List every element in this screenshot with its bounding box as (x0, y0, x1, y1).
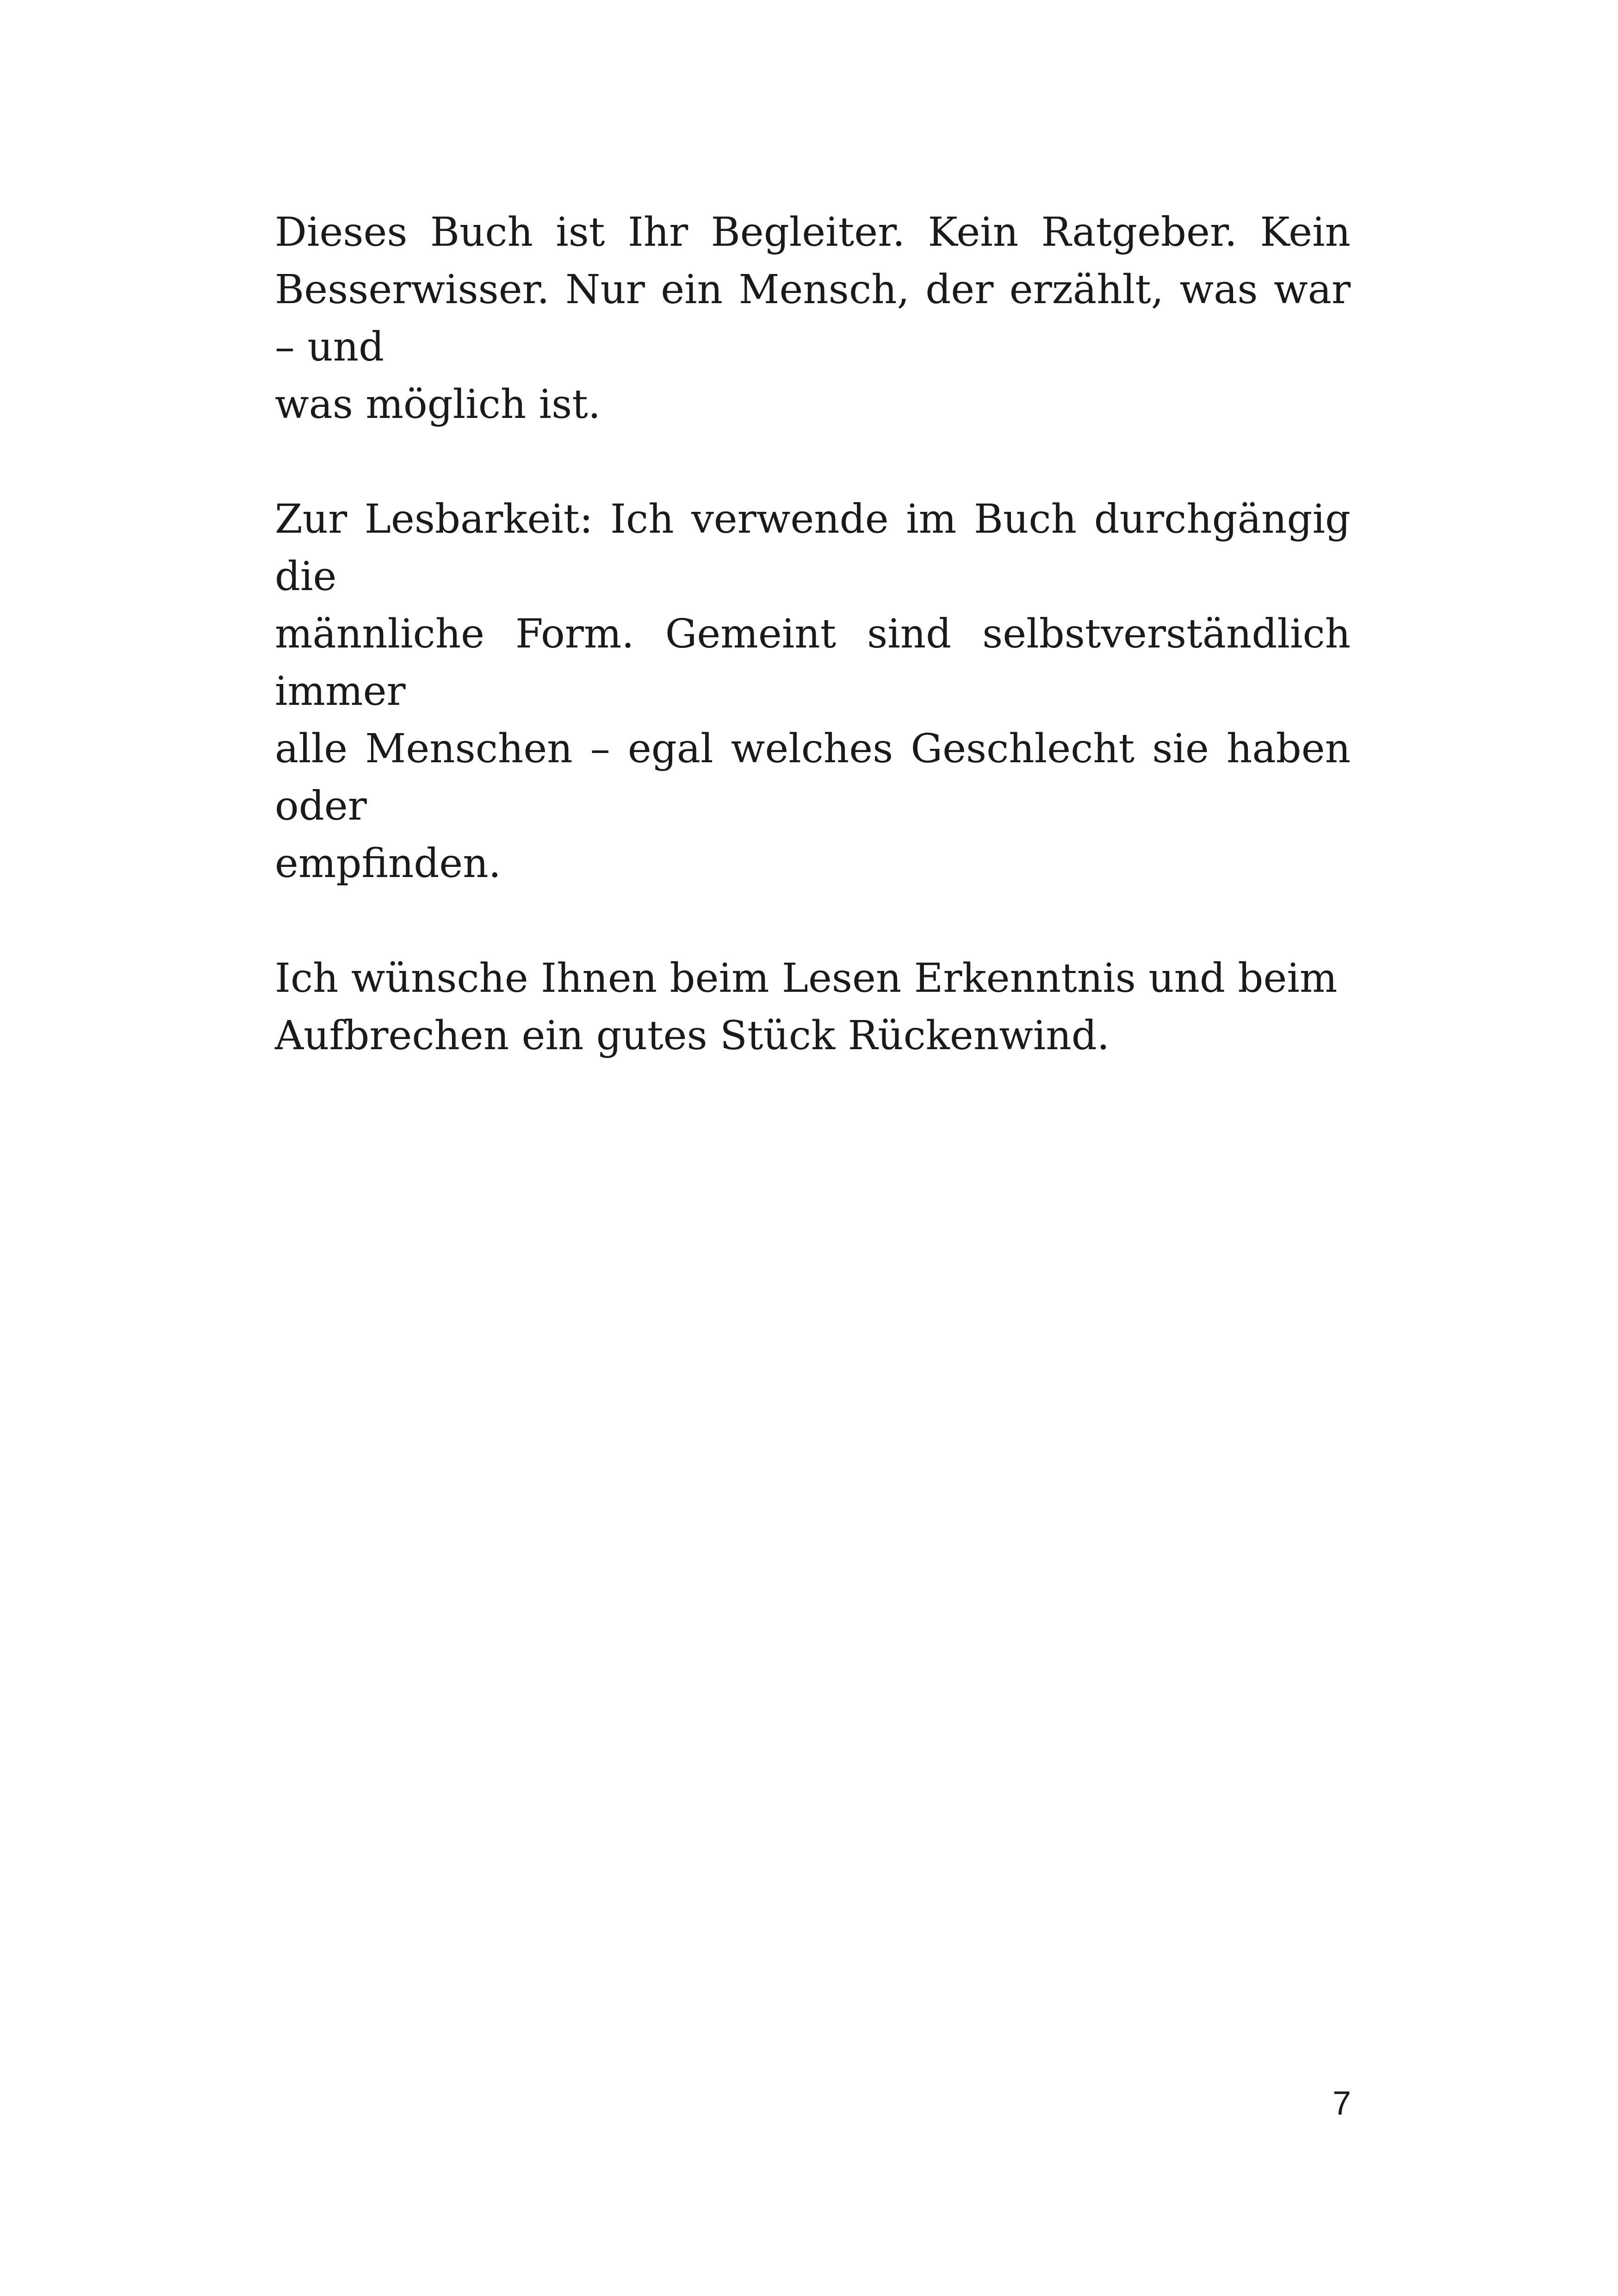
text-line: Ich wünsche Ihnen beim Lesen Erkenntnis und beim (275, 955, 1338, 1002)
text-line: Aufbrechen ein gutes Stück Rückenwind. (275, 1013, 1110, 1059)
paragraph-readability (275, 491, 1351, 892)
text-line: männliche Form. Gemeint sind selbstverständlich immer (275, 611, 1351, 715)
text-line: Zur Lesbarkeit: Ich verwende im Buch durchgängig die (275, 496, 1351, 600)
text-line: alle Menschen – egal welches Geschlecht sie haben oder (275, 726, 1351, 829)
text-line: was möglich ist. (275, 381, 601, 428)
paragraph-wishes (275, 950, 1351, 1064)
body-text (275, 204, 1351, 1064)
text-line: Dieses Buch ist Ihr Begleiter. Kein Ratgeber. Kein (275, 209, 1351, 255)
text-line: empfinden. (275, 840, 501, 887)
page-number: 7 (1332, 2085, 1351, 2122)
paragraph-companion (275, 204, 1351, 433)
text-line: Besserwisser. Nur ein Mensch, der erzählt, was war – und (275, 267, 1351, 370)
